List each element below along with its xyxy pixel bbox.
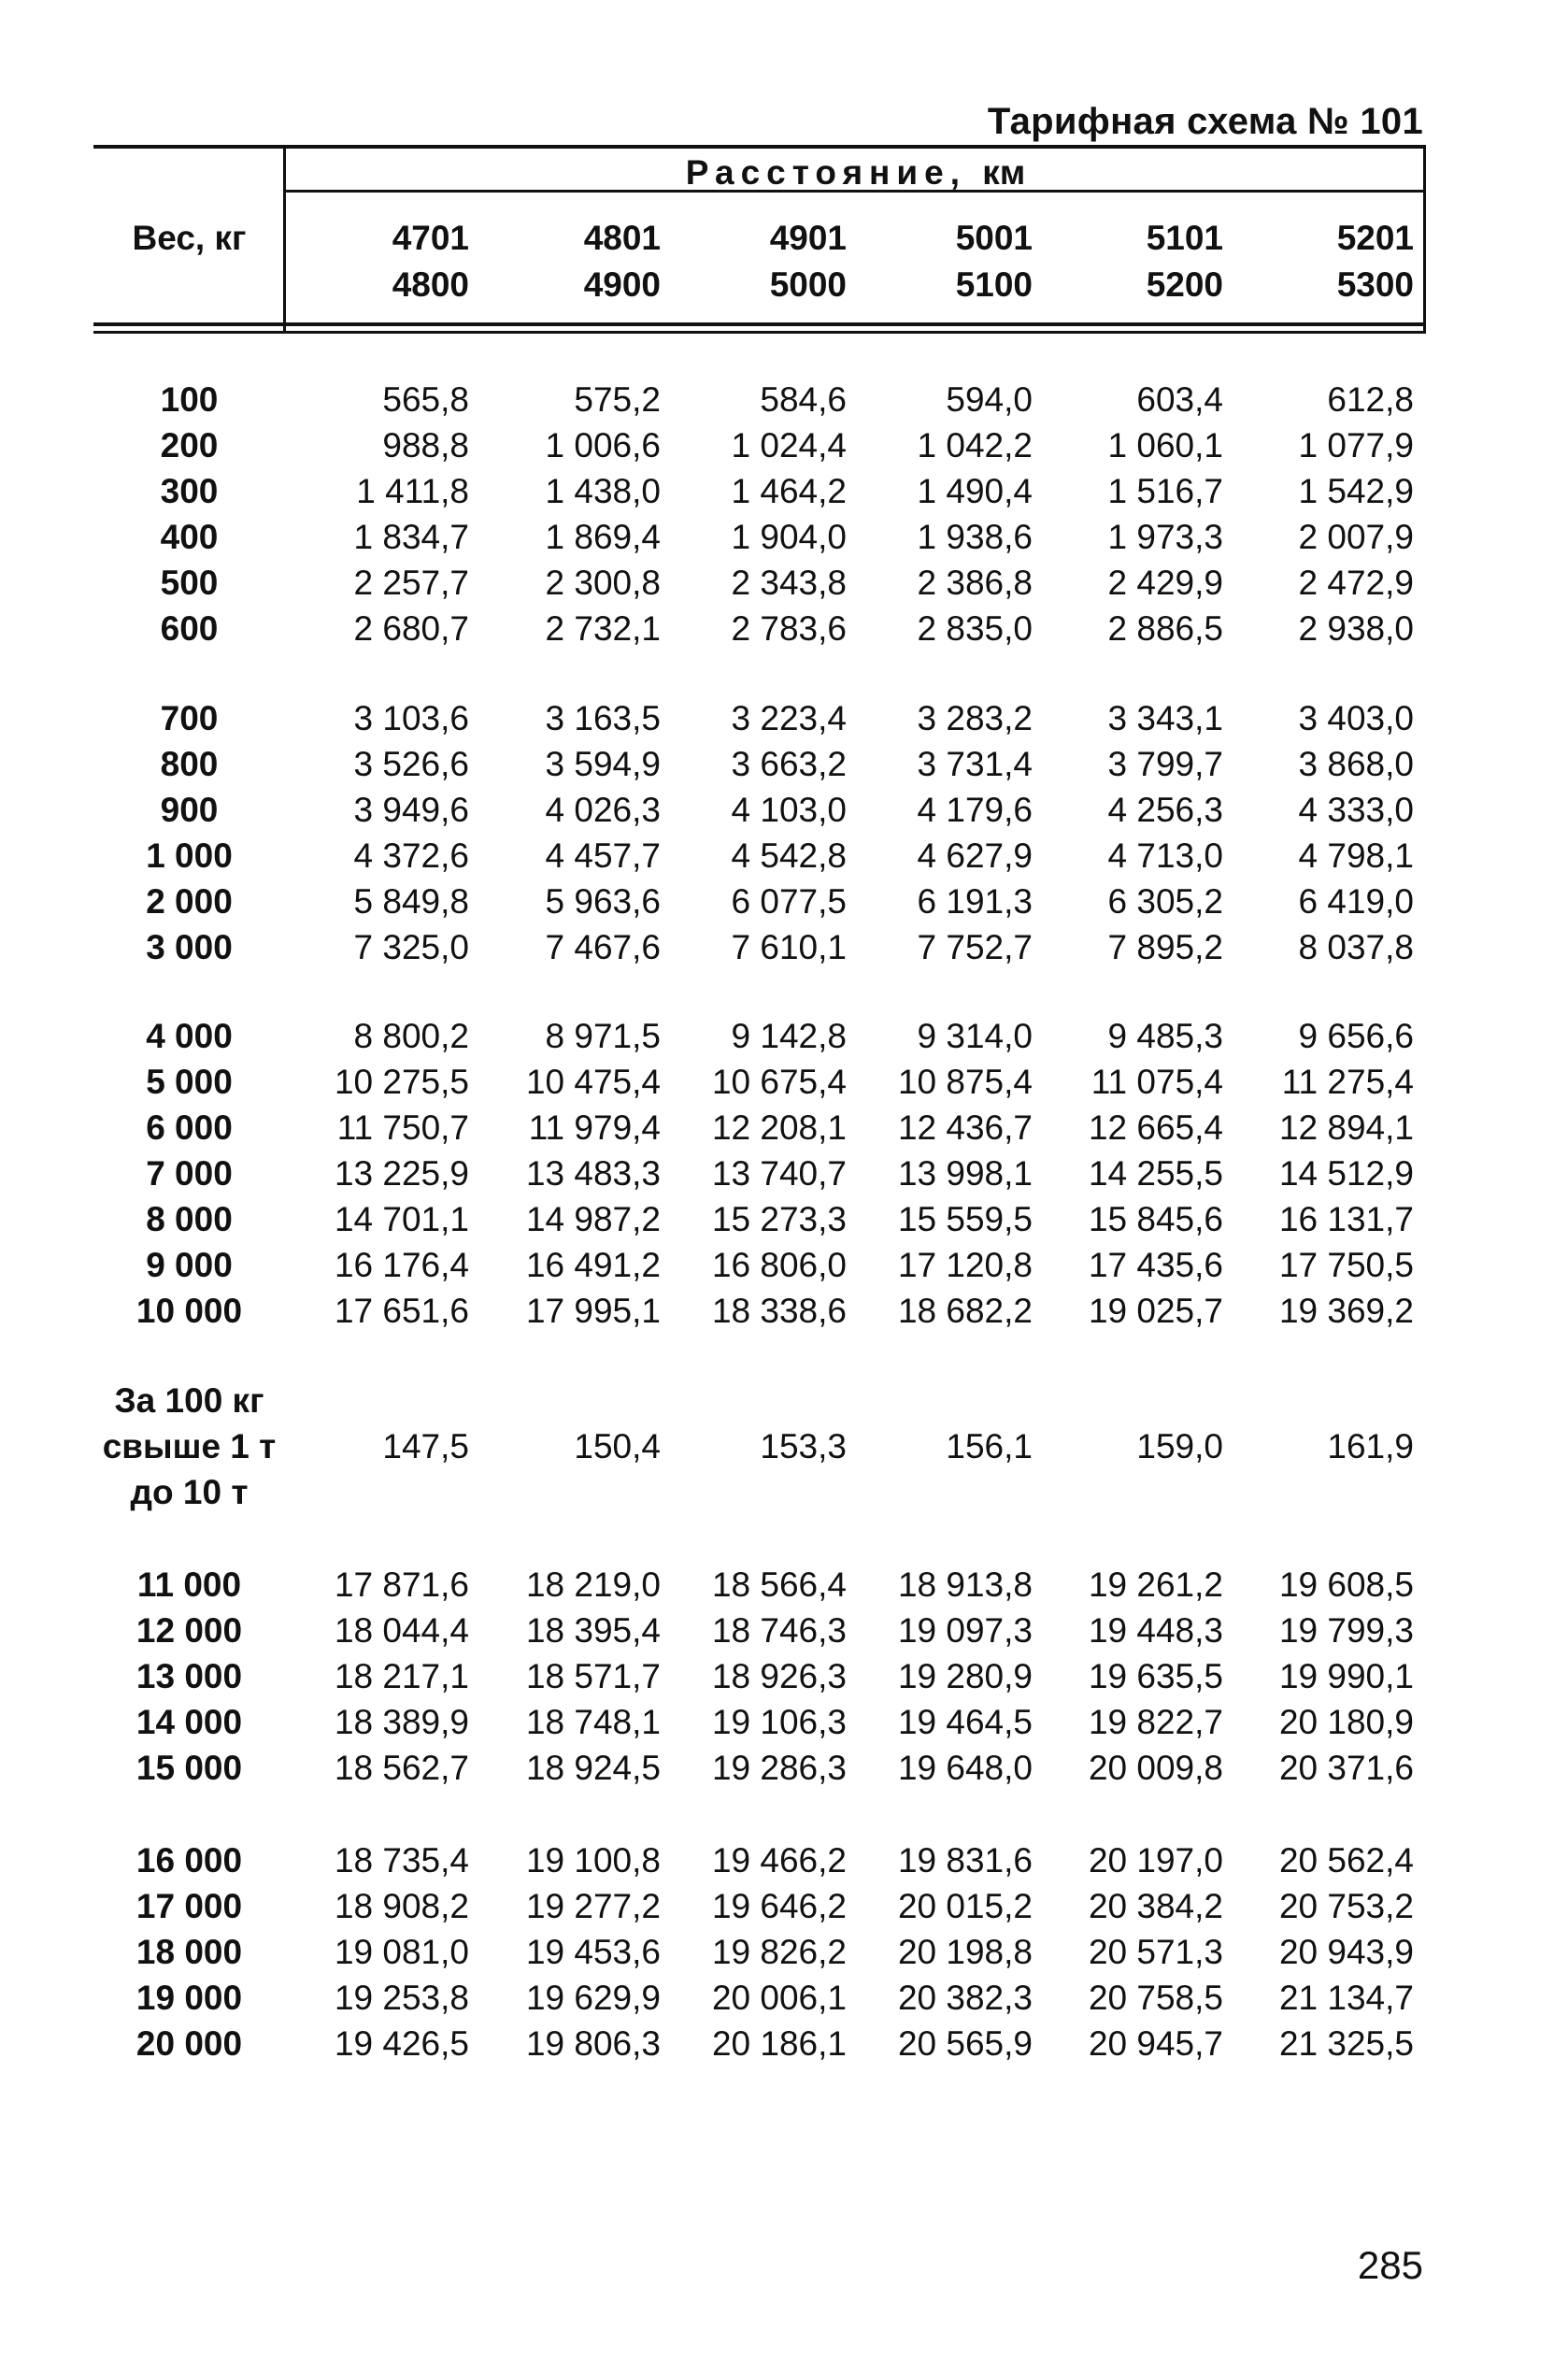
value-cell: 1 834,7	[353, 518, 469, 556]
extra-row-value: 159,0	[1136, 1427, 1223, 1465]
value-cell: 1 938,6	[917, 518, 1033, 556]
weight-cell: 100	[160, 380, 219, 419]
value-cell: 988,8	[382, 426, 469, 465]
distance-to-5: 5300	[1336, 265, 1414, 304]
weight-cell: 9 000	[146, 1246, 233, 1284]
weight-cell: 17 000	[135, 1887, 243, 1925]
value-cell: 14 987,2	[525, 1200, 661, 1238]
value-cell: 18 571,7	[525, 1657, 661, 1695]
value-cell: 19 646,2	[711, 1887, 847, 1925]
value-cell: 2 680,7	[353, 609, 469, 648]
value-cell: 16 131,7	[1278, 1200, 1414, 1238]
value-cell: 4 372,6	[353, 836, 469, 875]
value-cell: 2 429,9	[1107, 564, 1223, 602]
value-cell: 19 081,0	[334, 1933, 469, 1971]
value-cell: 19 426,5	[334, 2024, 469, 2063]
value-cell: 19 448,3	[1088, 1611, 1223, 1650]
value-cell: 10 675,4	[711, 1063, 847, 1101]
value-cell: 20 571,3	[1088, 1933, 1223, 1971]
value-cell: 20 180,9	[1278, 1703, 1414, 1741]
value-cell: 8 800,2	[353, 1017, 469, 1055]
value-cell: 17 435,6	[1088, 1246, 1223, 1284]
value-cell: 1 438,0	[545, 472, 661, 510]
value-cell: 9 314,0	[917, 1017, 1033, 1055]
weight-cell: 3 000	[146, 928, 233, 966]
value-cell: 16 491,2	[525, 1246, 661, 1284]
weight-cell: 5 000	[146, 1063, 233, 1101]
weight-cell: 14 000	[135, 1703, 243, 1741]
value-cell: 10 875,4	[897, 1063, 1033, 1101]
value-cell: 4 457,7	[545, 836, 661, 875]
value-cell: 21 134,7	[1278, 1979, 1414, 2017]
value-cell: 18 926,3	[711, 1657, 847, 1695]
weight-cell: 15 000	[135, 1749, 243, 1787]
value-cell: 13 998,1	[897, 1154, 1033, 1193]
value-cell: 19 990,1	[1278, 1657, 1414, 1695]
distance-to-2: 5000	[769, 265, 847, 304]
weight-cell: 700	[160, 699, 219, 737]
weight-cell: 16 000	[135, 1841, 243, 1880]
value-cell: 20 197,0	[1088, 1841, 1223, 1880]
weight-cell: 800	[160, 745, 219, 783]
value-cell: 20 943,9	[1278, 1933, 1414, 1971]
value-cell: 5 849,8	[353, 882, 469, 921]
value-cell: 19 453,6	[525, 1933, 661, 1971]
extra-row-value: 161,9	[1327, 1427, 1414, 1465]
value-cell: 10 475,4	[525, 1063, 661, 1101]
value-cell: 13 225,9	[334, 1154, 469, 1193]
header-bottom-rule-1	[93, 322, 1426, 326]
value-cell: 19 799,3	[1278, 1611, 1414, 1650]
value-cell: 8 971,5	[545, 1017, 661, 1055]
weight-cell: 6 000	[146, 1108, 233, 1147]
value-cell: 18 219,0	[525, 1565, 661, 1604]
value-cell: 12 894,1	[1278, 1108, 1414, 1147]
value-cell: 6 305,2	[1107, 882, 1223, 921]
value-cell: 19 253,8	[334, 1979, 469, 2017]
value-cell: 3 283,2	[917, 699, 1033, 737]
distance-from-4: 5101	[1146, 219, 1223, 257]
distance-header: Расстояние, км	[685, 153, 1026, 192]
weight-cell: 8 000	[146, 1200, 233, 1238]
value-cell: 7 467,6	[545, 928, 661, 966]
value-cell: 1 464,2	[731, 472, 847, 510]
value-cell: 20 186,1	[711, 2024, 847, 2063]
value-cell: 18 735,4	[334, 1841, 469, 1880]
value-cell: 18 924,5	[525, 1749, 661, 1787]
distance-to-3: 5100	[955, 265, 1033, 304]
value-cell: 3 949,6	[353, 791, 469, 829]
value-cell: 19 466,2	[711, 1841, 847, 1880]
value-cell: 11 075,4	[1090, 1063, 1223, 1101]
distance-label: Расстояние	[685, 153, 950, 192]
value-cell: 612,8	[1327, 380, 1414, 419]
value-cell: 18 217,1	[334, 1657, 469, 1695]
value-cell: 7 895,2	[1107, 928, 1223, 966]
value-cell: 2 386,8	[917, 564, 1033, 602]
value-cell: 2 835,0	[917, 609, 1033, 648]
value-cell: 18 389,9	[334, 1703, 469, 1741]
value-cell: 7 610,1	[731, 928, 847, 966]
distance-to-0: 4800	[392, 265, 469, 304]
value-cell: 19 806,3	[525, 2024, 661, 2063]
value-cell: 19 826,2	[711, 1933, 847, 1971]
value-cell: 2 007,9	[1298, 518, 1414, 556]
value-cell: 4 713,0	[1107, 836, 1223, 875]
value-cell: 19 025,7	[1088, 1292, 1223, 1330]
value-cell: 1 490,4	[917, 472, 1033, 510]
value-cell: 19 629,9	[525, 1979, 661, 2017]
value-cell: 19 280,9	[897, 1657, 1033, 1695]
value-cell: 19 097,3	[897, 1611, 1033, 1650]
weight-cell: 1 000	[146, 836, 233, 875]
value-cell: 18 338,6	[711, 1292, 847, 1330]
value-cell: 14 701,1	[334, 1200, 469, 1238]
value-cell: 4 627,9	[917, 836, 1033, 875]
value-cell: 4 333,0	[1298, 791, 1414, 829]
weight-cell: 11 000	[136, 1565, 242, 1604]
weight-cell: 12 000	[135, 1611, 243, 1650]
value-cell: 19 106,3	[711, 1703, 847, 1741]
value-cell: 12 665,4	[1088, 1108, 1223, 1147]
value-cell: 19 100,8	[525, 1841, 661, 1880]
value-cell: 2 472,9	[1298, 564, 1414, 602]
weight-header: Вес, кг	[132, 219, 247, 257]
value-cell: 1 904,0	[731, 518, 847, 556]
value-cell: 19 822,7	[1088, 1703, 1223, 1741]
value-cell: 565,8	[382, 380, 469, 419]
value-cell: 1 042,2	[917, 426, 1033, 465]
value-cell: 19 286,3	[711, 1749, 847, 1787]
value-cell: 11 750,7	[336, 1108, 469, 1147]
value-cell: 11 275,4	[1281, 1063, 1414, 1101]
value-cell: 20 371,6	[1278, 1749, 1414, 1787]
extra-row-label-line: до 10 т	[130, 1473, 249, 1511]
value-cell: 20 565,9	[897, 2024, 1033, 2063]
extra-row-value: 156,1	[946, 1427, 1033, 1465]
value-cell: 8 037,8	[1298, 928, 1414, 966]
distance-to-1: 4900	[583, 265, 661, 304]
value-cell: 4 798,1	[1298, 836, 1414, 875]
weight-cell: 20 000	[135, 2024, 243, 2063]
value-cell: 16 176,4	[334, 1246, 469, 1284]
value-cell: 2 343,8	[731, 564, 847, 602]
value-cell: 17 651,6	[334, 1292, 469, 1330]
value-cell: 20 945,7	[1088, 2024, 1223, 2063]
value-cell: 20 009,8	[1088, 1749, 1223, 1787]
value-cell: 14 512,9	[1278, 1154, 1414, 1193]
value-cell: 18 908,2	[334, 1887, 469, 1925]
value-cell: 4 103,0	[731, 791, 847, 829]
value-cell: 19 277,2	[525, 1887, 661, 1925]
weight-cell: 4 000	[146, 1017, 233, 1055]
value-cell: 1 973,3	[1107, 518, 1223, 556]
value-cell: 2 886,5	[1107, 609, 1223, 648]
weight-cell: 900	[160, 791, 219, 829]
value-cell: 2 783,6	[731, 609, 847, 648]
value-cell: 9 142,8	[731, 1017, 847, 1055]
value-cell: 3 403,0	[1298, 699, 1414, 737]
weight-cell: 400	[160, 518, 219, 556]
value-cell: 18 913,8	[897, 1565, 1033, 1604]
value-cell: 9 485,3	[1107, 1017, 1223, 1055]
value-cell: 10 275,5	[334, 1063, 469, 1101]
value-cell: 1 869,4	[545, 518, 661, 556]
weight-cell: 19 000	[135, 1979, 243, 2017]
value-cell: 19 369,2	[1278, 1292, 1414, 1330]
value-cell: 584,6	[760, 380, 847, 419]
value-cell: 2 300,8	[545, 564, 661, 602]
scheme-title: Тарифная схема № 101	[987, 101, 1423, 142]
value-cell: 6 419,0	[1298, 882, 1414, 921]
value-cell: 14 255,5	[1088, 1154, 1223, 1193]
value-cell: 20 758,5	[1088, 1979, 1223, 2017]
value-cell: 1 411,8	[356, 472, 469, 510]
value-cell: 1 060,1	[1107, 426, 1223, 465]
value-cell: 1 006,6	[545, 426, 661, 465]
extra-row-label-line: свыше 1 т	[102, 1427, 277, 1465]
value-cell: 20 562,4	[1278, 1841, 1414, 1880]
weight-cell: 2 000	[146, 882, 233, 921]
value-cell: 19 464,5	[897, 1703, 1033, 1741]
value-cell: 17 995,1	[525, 1292, 661, 1330]
header-bottom-rule-2	[93, 331, 1426, 334]
value-cell: 20 382,3	[897, 1979, 1033, 2017]
value-cell: 1 024,4	[731, 426, 847, 465]
value-cell: 13 483,3	[525, 1154, 661, 1193]
value-cell: 11 979,4	[528, 1108, 661, 1147]
value-cell: 7 752,7	[917, 928, 1033, 966]
value-cell: 3 526,6	[353, 745, 469, 783]
value-cell: 18 044,4	[334, 1611, 469, 1650]
value-cell: 603,4	[1136, 380, 1223, 419]
value-cell: 4 179,6	[917, 791, 1033, 829]
value-cell: 3 731,4	[917, 745, 1033, 783]
value-cell: 18 746,3	[711, 1611, 847, 1650]
value-cell: 1 077,9	[1298, 426, 1414, 465]
value-cell: 17 120,8	[897, 1246, 1033, 1284]
page-number: 285	[1357, 2243, 1423, 2287]
value-cell: 7 325,0	[353, 928, 469, 966]
value-cell: 19 831,6	[897, 1841, 1033, 1880]
value-cell: 2 732,1	[545, 609, 661, 648]
value-cell: 1 516,7	[1107, 472, 1223, 510]
value-cell: 15 559,5	[897, 1200, 1033, 1238]
distance-from-0: 4701	[392, 219, 469, 257]
value-cell: 17 871,6	[334, 1565, 469, 1604]
distance-from-3: 5001	[955, 219, 1033, 257]
value-cell: 18 748,1	[525, 1703, 661, 1741]
value-cell: 15 273,3	[711, 1200, 847, 1238]
weight-cell: 200	[160, 426, 219, 465]
value-cell: 20 198,8	[897, 1933, 1033, 1971]
value-cell: 18 566,4	[711, 1565, 847, 1604]
value-cell: 1 542,9	[1298, 472, 1414, 510]
value-cell: 575,2	[574, 380, 661, 419]
distance-from-2: 4901	[769, 219, 847, 257]
value-cell: 13 740,7	[711, 1154, 847, 1193]
distance-from-5: 5201	[1336, 219, 1414, 257]
value-cell: 20 384,2	[1088, 1887, 1223, 1925]
value-cell: 12 436,7	[897, 1108, 1033, 1147]
value-cell: 4 256,3	[1107, 791, 1223, 829]
extra-row-label-line: За 100 кг	[114, 1381, 264, 1420]
value-cell: 9 656,6	[1298, 1017, 1414, 1055]
value-cell: 20 015,2	[897, 1887, 1033, 1925]
value-cell: 15 845,6	[1088, 1200, 1223, 1238]
extra-row-value: 153,3	[760, 1427, 847, 1465]
value-cell: 18 395,4	[525, 1611, 661, 1650]
value-cell: 18 682,2	[897, 1292, 1033, 1330]
value-cell: 3 343,1	[1107, 699, 1223, 737]
extra-row-value: 150,4	[574, 1427, 661, 1465]
value-cell: 5 963,6	[545, 882, 661, 921]
value-cell: 19 648,0	[897, 1749, 1033, 1787]
distance-unit: км	[982, 153, 1026, 192]
value-cell: 3 103,6	[353, 699, 469, 737]
value-cell: 3 223,4	[731, 699, 847, 737]
value-cell: 3 663,2	[731, 745, 847, 783]
value-cell: 19 261,2	[1088, 1565, 1223, 1604]
value-cell: 3 163,5	[545, 699, 661, 737]
value-cell: 20 753,2	[1278, 1887, 1414, 1925]
value-cell: 19 635,5	[1088, 1657, 1223, 1695]
value-cell: 6 191,3	[917, 882, 1033, 921]
value-cell: 21 325,5	[1278, 2024, 1414, 2063]
value-cell: 6 077,5	[731, 882, 847, 921]
value-cell: 20 006,1	[711, 1979, 847, 2017]
weight-cell: 300	[160, 472, 219, 510]
weight-cell: 7 000	[146, 1154, 233, 1193]
weight-cell: 600	[160, 609, 219, 648]
value-cell: 12 208,1	[711, 1108, 847, 1147]
value-cell: 19 608,5	[1278, 1565, 1414, 1604]
value-cell: 16 806,0	[711, 1246, 847, 1284]
value-cell: 17 750,5	[1278, 1246, 1414, 1284]
weight-cell: 18 000	[135, 1933, 243, 1971]
value-cell: 2 257,7	[353, 564, 469, 602]
weight-cell: 10 000	[135, 1292, 243, 1330]
value-cell: 3 594,9	[545, 745, 661, 783]
weight-cell: 13 000	[135, 1657, 243, 1695]
extra-row-value: 147,5	[382, 1427, 469, 1465]
value-cell: 594,0	[946, 380, 1033, 419]
distance-from-1: 4801	[583, 219, 661, 257]
distance-to-4: 5200	[1146, 265, 1223, 304]
value-cell: 4 026,3	[545, 791, 661, 829]
value-cell: 4 542,8	[731, 836, 847, 875]
table-top-rule	[93, 145, 1426, 149]
value-cell: 3 868,0	[1298, 745, 1414, 783]
weight-cell: 500	[160, 564, 219, 602]
value-cell: 18 562,7	[334, 1749, 469, 1787]
value-cell: 3 799,7	[1107, 745, 1223, 783]
value-cell: 2 938,0	[1298, 609, 1414, 648]
